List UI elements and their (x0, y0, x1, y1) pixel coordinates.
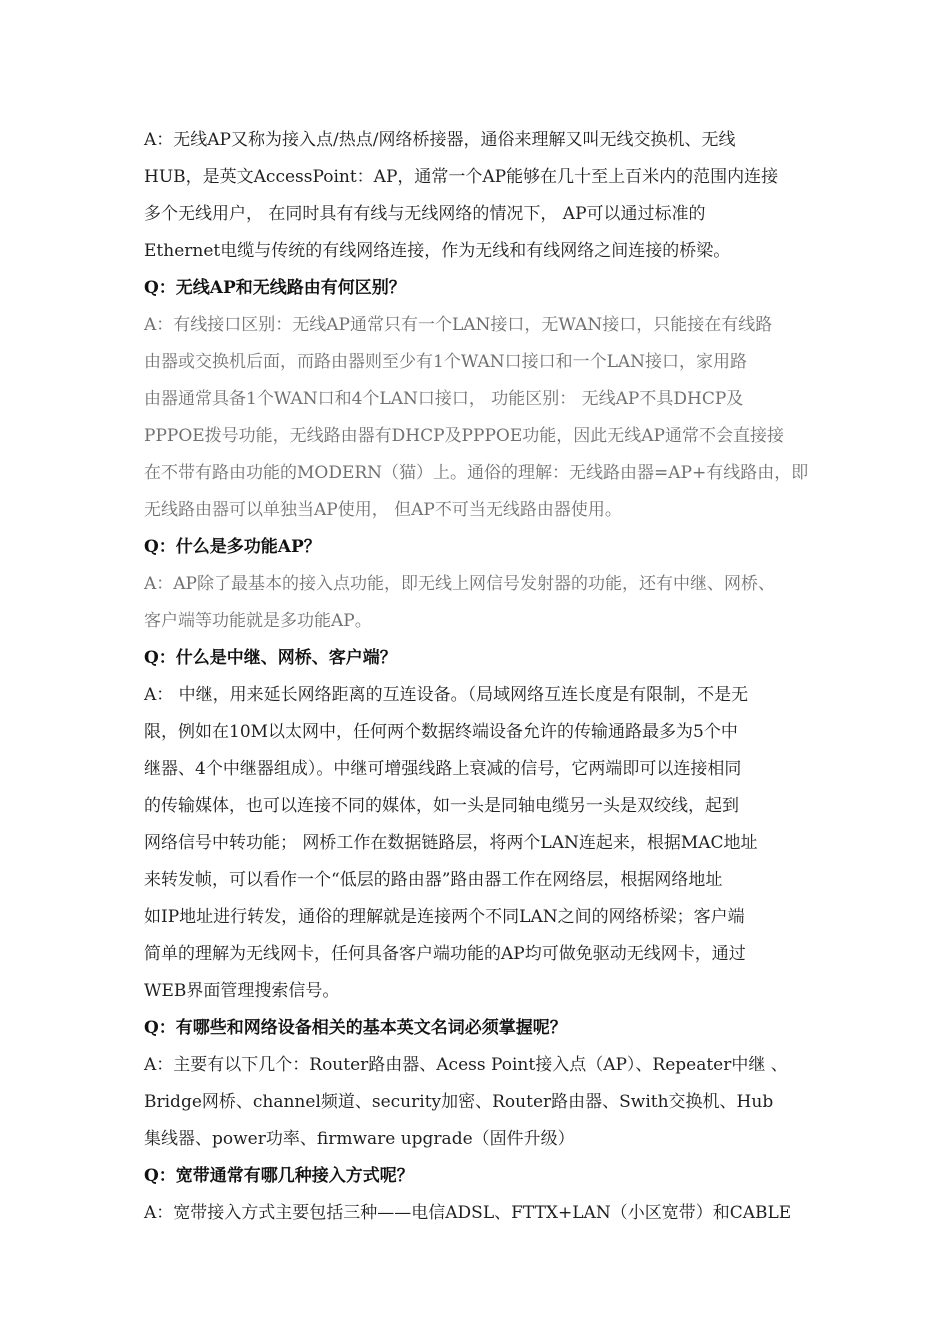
answer-block (144, 307, 834, 529)
answer-line: 如IP地址进行转发，通俗的理解就是连接两个不同LAN之间的网络桥梁；客户端 (144, 907, 745, 927)
answer-line: Bridge网桥、channel频道、security加密、Router路由器、Swith交换机、Hub (144, 1092, 774, 1112)
question-text: Q：什么是中继、网桥、客户端？ (144, 648, 397, 668)
answer-line: HUB，是英文AccessPoint：AP，通常一个AP能够在几十至上百米内的范围内连接 (144, 167, 779, 187)
question-text: Q：无线AP和无线路由有何区别？ (144, 278, 406, 298)
answer-line: 限，例如在10M以太网中，任何两个数据终端设备允许的传输通路最多为5个中 (144, 722, 738, 742)
answer-line: 在不带有路由功能的MODERN（猫）上。通俗的理解：无线路由器=AP+有线路由，即 (144, 463, 809, 483)
answer-line: 继器、4个中继器组成）。中继可增强线路上衰减的信号，它两端即可以连接相同 (144, 759, 742, 779)
question-text: Q：什么是多功能AP？ (144, 537, 321, 557)
answer-line: 无线路由器可以单独当AP使用， 但AP不可当无线路由器使用。 (144, 500, 622, 520)
question-block (144, 640, 834, 677)
answer-line: 由器或交换机后面，而路由器则至少有1个WAN口接口和一个LAN接口，家用路 (144, 352, 748, 372)
answer-line: 集线器、power功率、firmware upgrade（固件升级） (144, 1129, 575, 1149)
question-text: Q：宽带通常有哪几种接入方式呢？ (144, 1166, 414, 1186)
answer-block (144, 677, 834, 1010)
answer-line: A：无线AP又称为接入点/热点/网络桥接器，通俗来理解又叫无线交换机、无线 (144, 130, 736, 150)
answer-line: Ethernet电缆与传统的有线网络连接，作为无线和有线网络之间连接的桥梁。 (144, 241, 731, 261)
answer-line: 简单的理解为无线网卡，任何具备客户端功能的AP均可做免驱动无线网卡，通过 (144, 944, 746, 964)
answer-line: A：有线接口区别：无线AP通常只有一个LAN接口，无WAN接口，只能接在有线路 (144, 315, 773, 335)
answer-line: 由器通常具备1个WAN口和4个LAN口接口， 功能区别： 无线AP不具DHCP及 (144, 389, 744, 409)
answer-line: WEB界面管理搜索信号。 (144, 981, 340, 1001)
answer-line: 客户端等功能就是多功能AP。 (144, 611, 372, 631)
answer-line: A： 中继，用来延长网络距离的互连设备。（局域网络互连长度是有限制，不是无 (144, 685, 749, 705)
question-block (144, 1158, 834, 1195)
question-text: Q：有哪些和网络设备相关的基本英文名词必须掌握呢？ (144, 1018, 567, 1038)
answer-block (144, 1195, 834, 1232)
question-block (144, 1010, 834, 1047)
answer-line: 来转发帧，可以看作一个“低层的路由器”路由器工作在网络层，根据网络地址 (144, 870, 723, 890)
question-block (144, 529, 834, 566)
answer-line: A：宽带接入方式主要包括三种——电信ADSL、FTTX+LAN（小区宽带）和CABLE (144, 1203, 792, 1223)
answer-line: 多个无线用户， 在同时具有有线与无线网络的情况下， AP可以通过标准的 (144, 204, 706, 224)
answer-block (144, 122, 834, 270)
answer-line: 网络信号中转功能； 网桥工作在数据链路层，将两个LAN连起来，根据MAC地址 (144, 833, 758, 853)
answer-block (144, 1047, 834, 1158)
question-block (144, 270, 834, 307)
answer-line: A：AP除了最基本的接入点功能，即无线上网信号发射器的功能，还有中继、网桥、 (144, 574, 775, 594)
answer-line: A：主要有以下几个：Router路由器、Acess Point接入点（AP）、Repeater中继 、 (144, 1055, 788, 1075)
answer-line: 的传输媒体，也可以连接不同的媒体，如一头是同轴电缆另一头是双绞线，起到 (144, 796, 739, 816)
answer-block (144, 566, 834, 640)
answer-line: PPPOE拨号功能，无线路由器有DHCP及PPPOE功能，因此无线AP通常不会直接接 (144, 426, 784, 446)
qa-content (144, 122, 834, 1232)
